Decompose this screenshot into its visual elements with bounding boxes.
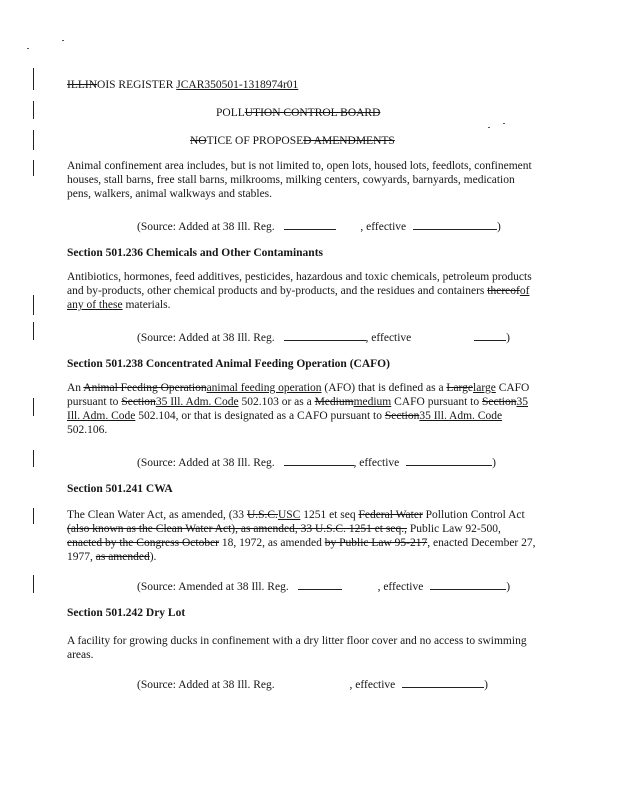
struck-text: Animal Feeding Operation bbox=[83, 382, 207, 394]
source-label: (Source: Added at 38 Ill. Reg. bbox=[137, 221, 275, 233]
source-close: ) bbox=[497, 221, 501, 233]
struck-text: Section bbox=[384, 410, 420, 422]
body-text: Pollution Control Act bbox=[422, 509, 525, 521]
section-heading: Section 501.236 Chemicals and Other Contaminants bbox=[67, 247, 323, 259]
source-effective: , effective bbox=[349, 679, 396, 691]
body-text: materials. bbox=[122, 299, 171, 311]
intro-paragraph: Animal confinement area includes, but is not limited to, open lots, housed lots, feedlots, confinement houses, stall barns, free stall barns, milkrooms, milking centers, cowyards, barnyards, medication pens, walkers, animal walkways and stables. bbox=[67, 160, 532, 200]
struck-text: Large bbox=[446, 382, 474, 394]
struck-text: Federal Water bbox=[358, 509, 423, 521]
section-238-body bbox=[67, 381, 537, 437]
body-text: CAFO pursuant to bbox=[391, 396, 482, 408]
struck-text: thereof bbox=[487, 285, 520, 297]
inserted-text: animal feeding operation bbox=[206, 382, 322, 394]
source-blank bbox=[474, 330, 506, 341]
notice-title bbox=[190, 134, 395, 148]
source-blank bbox=[406, 455, 492, 466]
intro-source bbox=[137, 219, 501, 234]
body-text: (AFO) that is defined as a bbox=[321, 382, 447, 394]
inserted-text: large bbox=[473, 382, 496, 394]
change-bar-4 bbox=[33, 160, 34, 176]
struck-text: Section bbox=[482, 396, 517, 408]
source-close: ) bbox=[506, 581, 511, 593]
change-bar-5 bbox=[33, 295, 34, 315]
struck-text: (also known as the Clean Water Act), as amended, 33 U.S.C. 1251 et seq., bbox=[67, 523, 407, 535]
source-label: (Source: Added at 38 Ill. Reg. bbox=[137, 679, 275, 691]
scan-speck bbox=[62, 40, 64, 41]
body-text: 18, 1972, bbox=[219, 537, 268, 549]
inserted-text: USC bbox=[277, 509, 301, 521]
source-label: (Source: Added at 38 Ill. Reg. bbox=[137, 457, 275, 469]
section-238-source bbox=[137, 455, 496, 470]
register-code: JCAR350501-1318974r01 bbox=[176, 79, 299, 91]
body-text: Antibiotics, hormones, feed additives, pesticides, hazardous and toxic chemicals, petroleum products and by-products, other chemical products and by-products, and the residues and containers bbox=[67, 271, 532, 297]
scan-speck bbox=[503, 123, 505, 124]
change-bar-8 bbox=[33, 450, 34, 467]
struck-text: Section bbox=[121, 396, 156, 408]
body-text: as amended bbox=[267, 537, 325, 549]
section-heading: Section 501.241 CWA bbox=[67, 483, 173, 495]
body-text: 502.104, or that is designated as a CAFO pursuant to bbox=[135, 410, 385, 422]
body-text: ). bbox=[149, 551, 157, 563]
scan-speck bbox=[488, 127, 490, 128]
inserted-text: 35 Ill. Adm. Code bbox=[155, 396, 239, 408]
source-close: ) bbox=[506, 332, 511, 344]
body-text: , enacted December 27, 1977, bbox=[67, 537, 536, 563]
source-blank bbox=[413, 219, 497, 230]
body-text: The Clean Water Act, as amended, (33 bbox=[67, 509, 247, 521]
source-close: ) bbox=[492, 457, 497, 469]
source-blank bbox=[284, 330, 366, 341]
struck-text: by Public Law 95-217 bbox=[324, 537, 428, 549]
source-effective: , effective bbox=[365, 332, 412, 344]
struck-text: enacted by the Congress October bbox=[67, 537, 220, 549]
notice-struck-a: NO bbox=[190, 135, 207, 147]
board-title bbox=[216, 106, 380, 120]
source-label: (Source: Amended at 38 Ill. Reg. bbox=[137, 581, 289, 593]
section-241-body bbox=[67, 508, 537, 564]
change-bar-9 bbox=[33, 508, 34, 524]
inserted-text: medium bbox=[353, 396, 392, 408]
struck-text: Medium bbox=[314, 396, 354, 408]
source-blank bbox=[402, 677, 484, 688]
source-effective: , effective bbox=[360, 221, 407, 233]
source-close: ) bbox=[484, 679, 489, 691]
scan-speck bbox=[27, 48, 29, 49]
source-blank bbox=[284, 455, 354, 466]
source-blank bbox=[298, 579, 342, 590]
register-struck: ILLIN bbox=[67, 79, 98, 91]
struck-text: U.S.C. bbox=[246, 509, 278, 521]
notice-struck-b: D AMENDMENTS bbox=[303, 135, 395, 147]
body-text: Public Law 92-500, bbox=[406, 523, 501, 535]
register-label: OIS REGISTER bbox=[97, 79, 177, 91]
body-text: 1251 et seq bbox=[300, 509, 359, 521]
source-label: (Source: Added at 38 Ill. Reg. bbox=[137, 332, 275, 344]
change-bar-2 bbox=[33, 101, 34, 119]
change-bar-1 bbox=[33, 68, 34, 90]
section-heading: Section 501.242 Dry Lot bbox=[67, 607, 186, 619]
inserted-text: 35 Ill. Adm. Code bbox=[419, 410, 503, 422]
source-effective: , effective bbox=[377, 581, 424, 593]
section-242-source bbox=[137, 677, 488, 692]
inserted-text: 35 Ill. Adm. Code bbox=[67, 396, 528, 422]
register-header bbox=[67, 78, 298, 92]
struck-text: as amended bbox=[95, 551, 150, 563]
section-236-body bbox=[67, 270, 537, 312]
notice-mid: TICE OF PROPOSE bbox=[206, 135, 304, 147]
section-236-source bbox=[137, 330, 510, 345]
change-bar-10 bbox=[33, 575, 34, 593]
body-text: 502.103 or as a bbox=[238, 396, 315, 408]
section-heading: Section 501.238 Concentrated Animal Feeding Operation (CAFO) bbox=[67, 358, 390, 370]
source-effective: , effective bbox=[353, 457, 400, 469]
section-242-body: A facility for growing ducks in confinement with a dry litter floor cover and no access to swimming areas. bbox=[67, 635, 527, 661]
body-text: CAFO pursuant to bbox=[67, 382, 530, 408]
change-bar-6 bbox=[33, 322, 34, 340]
body-text: An bbox=[67, 382, 84, 394]
change-bar-7 bbox=[33, 398, 34, 416]
body-text: 502.106. bbox=[67, 424, 108, 436]
source-blank bbox=[284, 219, 336, 230]
board-prefix: POLL bbox=[216, 107, 245, 119]
change-bar-3 bbox=[33, 130, 34, 150]
section-241-source bbox=[137, 579, 510, 594]
source-blank bbox=[430, 579, 506, 590]
board-struck: UTION CONTROL BOARD bbox=[244, 107, 381, 119]
inserted-text: of any of these bbox=[67, 285, 530, 311]
